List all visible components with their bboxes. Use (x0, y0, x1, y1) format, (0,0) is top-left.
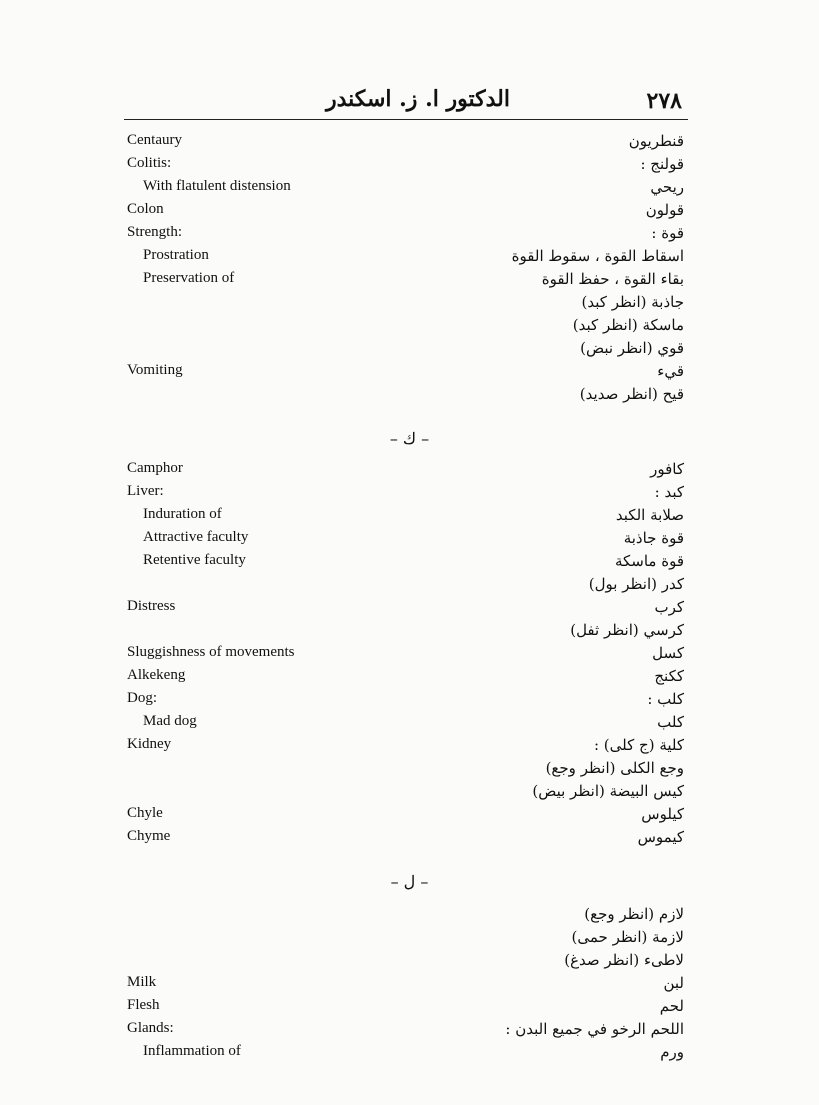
arabic-term: وجع الكلى (انظر وجع) (545, 759, 684, 777)
arabic-term: لاطىء (انظر صدغ) (564, 951, 684, 969)
header-rule (124, 119, 688, 120)
glossary-row (0, 460, 819, 482)
english-term: Prostration (143, 247, 209, 263)
running-title: الدكتور ا. ز. اسكندر (325, 86, 510, 112)
arabic-term: كلية (ج كلى) : (593, 736, 684, 754)
glossary-row (0, 690, 819, 712)
english-term: Flesh (127, 997, 160, 1013)
english-term: Camphor (127, 460, 183, 476)
arabic-term: قوي (انظر نبض) (580, 339, 684, 357)
glossary-row (0, 905, 819, 927)
glossary-row (0, 736, 819, 758)
glossary-row (0, 1043, 819, 1065)
glossary-row (0, 552, 819, 574)
arabic-term: لحم (659, 997, 684, 1015)
english-term: Colitis: (127, 155, 172, 171)
english-term: Alkekeng (127, 667, 186, 683)
arabic-term: كيس البيضة (انظر بيض) (532, 782, 684, 800)
arabic-term: ماسكة (انظر كبد) (572, 316, 684, 334)
glossary-row (0, 270, 819, 292)
arabic-term: صلابة الكبد (615, 506, 684, 524)
arabic-term: كرب (654, 598, 684, 616)
arabic-term: لازمة (انظر حمى) (571, 928, 684, 946)
glossary-row (0, 621, 819, 643)
arabic-term: قولون (645, 201, 684, 219)
english-term: Attractive faculty (143, 529, 249, 545)
glossary-row (0, 1020, 819, 1042)
glossary-row (0, 178, 819, 200)
glossary-row (0, 667, 819, 689)
glossary-row (0, 805, 819, 827)
glossary-row (0, 713, 819, 735)
english-term: Preservation of (143, 270, 235, 286)
english-term: Glands: (127, 1020, 174, 1036)
arabic-term: كافور (650, 460, 684, 478)
english-term: Induration of (143, 506, 222, 522)
english-term: Strength: (127, 224, 182, 240)
glossary-row (0, 928, 819, 950)
glossary-row (0, 529, 819, 551)
english-term: Chyle (127, 805, 163, 821)
glossary-row (0, 201, 819, 223)
english-term: Inflammation of (143, 1043, 241, 1059)
arabic-term: قولنج : (640, 155, 684, 173)
english-term: With flatulent distension (143, 178, 291, 194)
glossary-row (0, 974, 819, 996)
arabic-term: كسل (652, 644, 684, 662)
glossary-row (0, 362, 819, 384)
glossary-row (0, 782, 819, 804)
english-term: Retentive faculty (143, 552, 246, 568)
english-term: Centaury (127, 132, 182, 148)
section-heading: – ل – (390, 872, 429, 891)
arabic-term: ورم (660, 1043, 684, 1061)
english-term: Liver: (127, 483, 164, 499)
section-heading: – ك – (389, 429, 430, 448)
arabic-term: بقاء القوة ، حفظ القوة (541, 270, 684, 288)
arabic-term: قوة جاذبة (623, 529, 684, 547)
glossary-row (0, 385, 819, 407)
glossary-row (0, 644, 819, 666)
arabic-term: اللحم الرخو في جميع البدن : (505, 1020, 684, 1038)
arabic-term: ريحي (650, 178, 684, 196)
english-term: Chyme (127, 828, 171, 844)
arabic-term: كبد : (654, 483, 684, 501)
arabic-term: كلب : (647, 690, 684, 708)
arabic-term: قوة ماسكة (614, 552, 684, 570)
glossary-row (0, 997, 819, 1019)
arabic-term: ككنج (654, 667, 684, 685)
arabic-term: قوة : (651, 224, 684, 242)
arabic-term: كدر (انظر بول) (588, 575, 684, 593)
arabic-term: كيلوس (641, 805, 684, 823)
glossary-row (0, 598, 819, 620)
english-term: Mad dog (143, 713, 197, 729)
english-term: Milk (127, 974, 157, 990)
arabic-term: كرسي (انظر ثفل) (570, 621, 684, 639)
glossary-row (0, 483, 819, 505)
glossary-row (0, 155, 819, 177)
english-term: Colon (127, 201, 164, 217)
arabic-term: قيء (657, 362, 684, 380)
glossary-row (0, 316, 819, 338)
glossary-row (0, 575, 819, 597)
page-number: ٢٧٨ (646, 88, 682, 114)
glossary-row (0, 293, 819, 315)
glossary-row (0, 339, 819, 361)
english-term: Distress (127, 598, 176, 614)
arabic-term: كيموس (637, 828, 684, 846)
english-term: Kidney (127, 736, 172, 752)
arabic-term: اسقاط القوة ، سقوط القوة (511, 247, 684, 265)
arabic-term: لبن (663, 974, 684, 992)
english-term: Dog: (127, 690, 157, 706)
glossary-row (0, 828, 819, 850)
glossary-row (0, 759, 819, 781)
arabic-term: قنطريون (628, 132, 684, 150)
arabic-term: لازم (انظر وجع) (584, 905, 684, 923)
glossary-row (0, 506, 819, 528)
glossary-row (0, 224, 819, 246)
arabic-term: كلب (657, 713, 684, 731)
glossary-row (0, 951, 819, 973)
english-term: Vomiting (127, 362, 183, 378)
english-term: Sluggishness of movements (127, 644, 295, 660)
glossary-row (0, 247, 819, 269)
glossary-row (0, 132, 819, 154)
arabic-term: قيح (انظر صديد) (579, 385, 684, 403)
arabic-term: جاذبة (انظر كبد) (581, 293, 684, 311)
